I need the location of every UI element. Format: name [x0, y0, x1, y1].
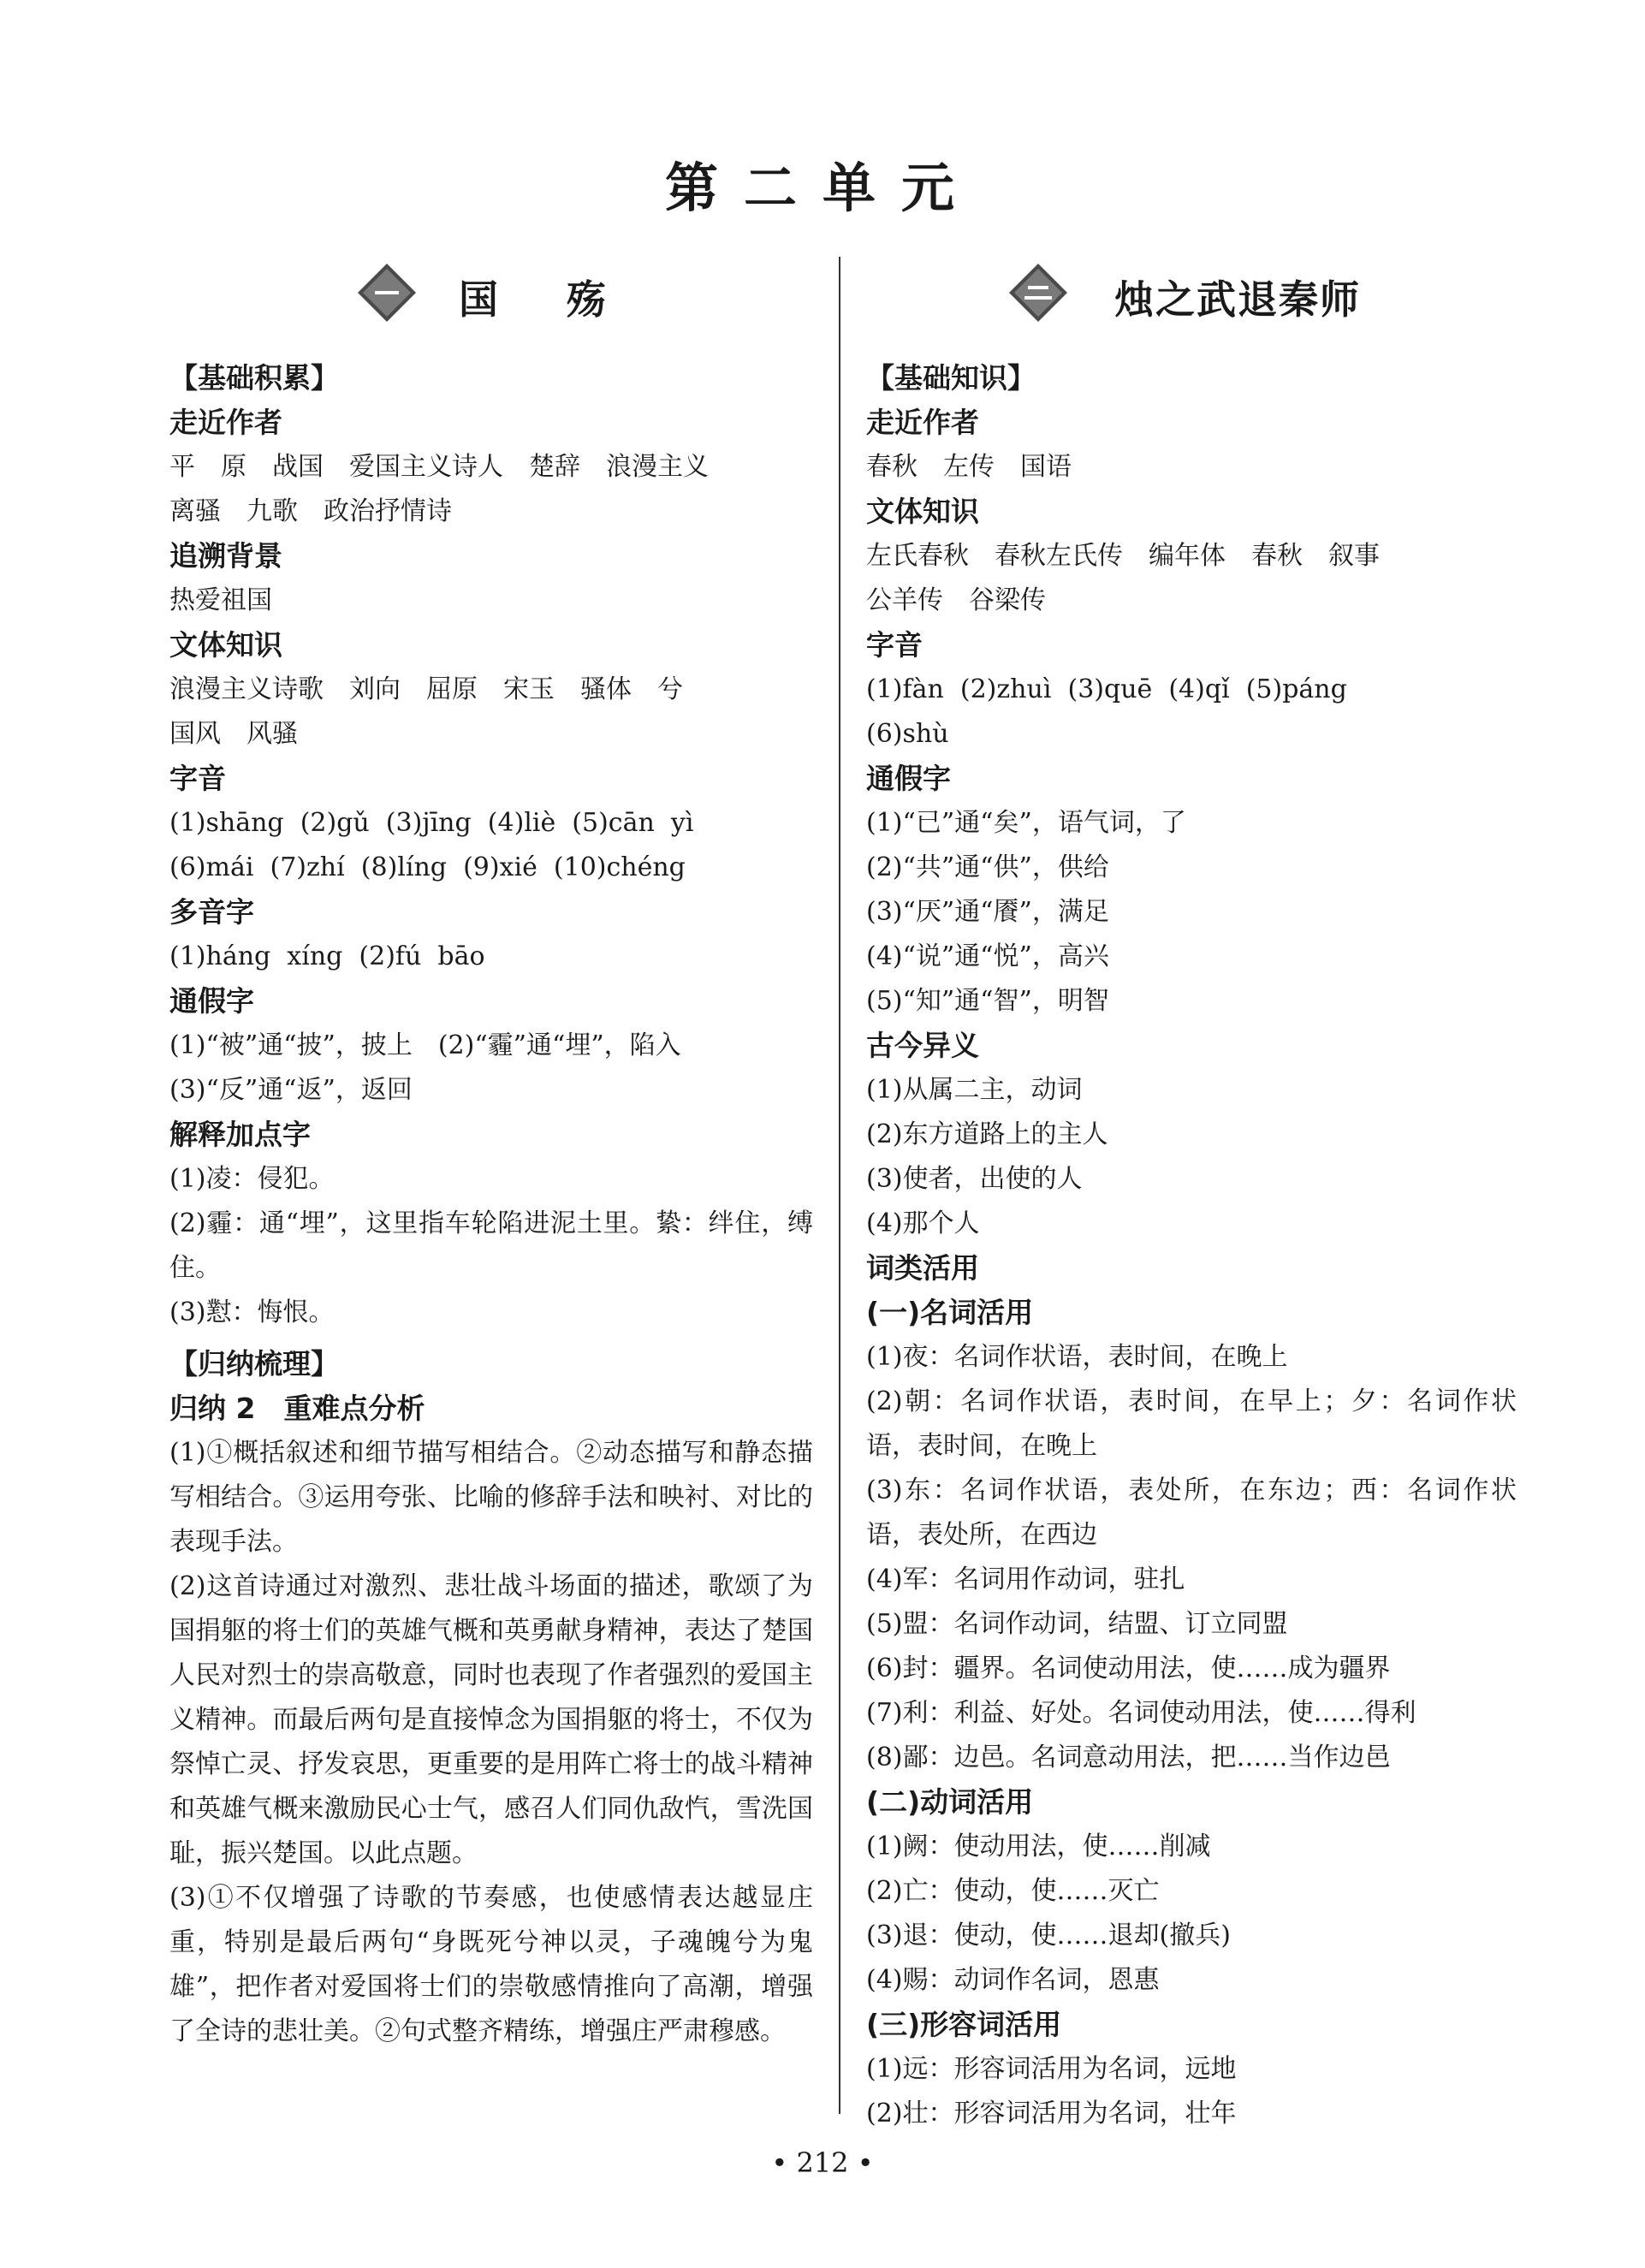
text-paragraph: (2)霾：通“埋”，这里指车轮陷进泥土里。絷：绊住，缚住。	[169, 1208, 813, 1283]
text-line: (4)军：名词用作动词，驻扎	[866, 1564, 1185, 1594]
text-line: (6)mái (7)zhí (8)líng (9)xié (10)chéng	[169, 852, 686, 882]
section-heading: (一)名词活用	[866, 1296, 1034, 1329]
section-bracket-heading: 【归纳梳理】	[169, 1347, 339, 1380]
page-number: • 212 •	[771, 2146, 874, 2179]
text-paragraph: (3)东：名词作状语，表处所，在东边；西：名词作状语，表处所，在西边	[866, 1475, 1517, 1550]
text-line: (3)退：使动，使……退却(撤兵)	[866, 1921, 1231, 1950]
text-line: (2)东方道路上的主人	[866, 1119, 1108, 1149]
lesson-heading	[866, 257, 1517, 335]
section-heading: 归纳 2 重难点分析	[169, 1392, 425, 1425]
text-line: (2)亡：使动，使……灭亡	[866, 1876, 1160, 1906]
section-heading: (二)动词活用	[866, 1785, 1034, 1819]
section-heading: 文体知识	[866, 495, 979, 528]
section-heading: 词类活用	[866, 1251, 979, 1285]
left-column	[169, 257, 813, 2054]
text-line: (1)fàn (2)zhuì (3)quē (4)qǐ (5)páng	[866, 674, 1347, 704]
text-line: (2)壮：形容词活用为名词，壮年	[866, 2099, 1237, 2128]
text-line: (1)凌：侵犯。	[169, 1164, 335, 1194]
section-heading: 古今异义	[866, 1029, 979, 1062]
text-line: 浪漫主义诗歌 刘向 屈原 宋玉 骚体 兮	[169, 674, 683, 704]
text-line: (1)“已”通“矣”，语气词，了	[866, 808, 1186, 838]
right-content	[866, 356, 1517, 2136]
lesson-title: 国殇	[459, 276, 674, 323]
text-paragraph: (1)①概括叙述和细节描写相结合。②动态描写和静态描写相结合。③运用夸张、比喻的修辞手法和映衬、对比的表现手法。	[169, 1438, 813, 1557]
text-line: (1)阙：使动用法，使……削减	[866, 1832, 1211, 1861]
text-line: (1)háng xíng (2)fú bāo	[169, 941, 485, 971]
text-paragraph: (2)朝：名词作状语，表时间，在早上；夕：名词作状语，表时间，在晚上	[866, 1386, 1517, 1461]
text-line: (8)鄙：边邑。名词意动用法，把……当作边邑	[866, 1743, 1391, 1772]
text-line: (3)使者，出使的人	[866, 1164, 1083, 1194]
text-line: (4)那个人	[866, 1208, 980, 1238]
text-paragraph: (3)①不仅增强了诗歌的节奏感，也使感情表达越显庄重，特别是最后两句“身既死兮神以灵，子魂魄兮为鬼雄”，把作者对爱国将士们的崇敬感情推向了高潮，增强了全诗的悲壮美。②句式整齐精练，增强庄严肃穆感。	[169, 1883, 813, 2046]
section-heading: 文体知识	[169, 628, 282, 662]
text-line: (7)利：利益、好处。名词使动用法，使……得利	[866, 1698, 1416, 1728]
section-heading: 走近作者	[169, 406, 282, 439]
text-line: 公羊传 谷梁传	[866, 585, 1046, 615]
text-line: (1)shāng (2)gǔ (3)jīng (4)liè (5)cān yì	[169, 808, 694, 838]
left-content	[169, 356, 813, 2054]
section-bracket-heading: 【基础积累】	[169, 361, 339, 395]
section-heading: 追溯背景	[169, 539, 282, 573]
section-heading: 解释加点字	[169, 1118, 311, 1151]
section-heading: 字音	[169, 762, 226, 795]
text-line: (3)懟：悔恨。	[169, 1297, 335, 1327]
text-line: 国风 风骚	[169, 719, 298, 749]
text-line: (4)“说”通“悦”，高兴	[866, 941, 1109, 971]
text-line: (1)“被”通“披”，披上 (2)“霾”通“埋”，陷入	[169, 1030, 681, 1060]
text-line: 春秋 左传 国语	[866, 452, 1072, 482]
text-line: (1)从属二主，动词	[866, 1075, 1083, 1105]
text-line: (5)盟：名词作动词，结盟、订立同盟	[866, 1609, 1288, 1639]
section-heading: (三)形容词活用	[866, 2008, 1062, 2041]
unit-title: 第二单元	[664, 157, 980, 219]
text-line: (5)“知”通“智”，明智	[866, 986, 1109, 1016]
text-line: (1)远：形容词活用为名词，远地	[866, 2054, 1237, 2084]
section-heading: 通假字	[169, 984, 254, 1018]
diamond-number-2-icon	[1007, 262, 1069, 324]
lesson-title: 烛之武退秦师	[1114, 276, 1361, 323]
text-line: (2)“共”通“供”，供给	[866, 852, 1109, 882]
text-line: 热爱祖国	[169, 585, 272, 615]
text-line: 离骚 九歌 政治抒情诗	[169, 496, 452, 526]
section-heading: 走近作者	[866, 406, 979, 439]
text-line: 左氏春秋 春秋左氏传 编年体 春秋 叙事	[866, 541, 1380, 571]
diamond-number-1-icon	[356, 262, 418, 324]
section-heading: 多音字	[169, 895, 254, 929]
text-line: (1)夜：名词作状语，表时间，在晚上	[866, 1342, 1288, 1372]
text-line: (6)shù	[866, 719, 949, 749]
text-paragraph: (2)这首诗通过对激烈、悲壮战斗场面的描述，歌颂了为国捐躯的将士们的英雄气概和英勇献身精神，表达了楚国人民对烈士的崇高敬意，同时也表现了作者强烈的爱国主义精神。而最后两句是直接悼念为国捐躯的将士，不仅为祭悼亡灵、抒发哀思，更重要的是用阵亡将士的战斗精神和英雄气概来激励民心士气，感召人们同仇敌忾，雪洗国耻，振兴楚国。以此点题。	[169, 1571, 813, 1868]
section-heading: 通假字	[866, 762, 951, 795]
text-line: (4)赐：动词作名词，恩惠	[866, 1965, 1160, 1995]
column-divider	[839, 257, 840, 2114]
section-heading: 字音	[866, 628, 923, 662]
text-line: (3)“厌”通“餍”，满足	[866, 897, 1109, 927]
text-line: 平 原 战国 爱国主义诗人 楚辞 浪漫主义	[169, 452, 709, 482]
right-column	[866, 257, 1517, 2136]
text-line: (3)“反”通“返”，返回	[169, 1075, 413, 1105]
lesson-heading	[169, 257, 813, 335]
text-line: (6)封：疆界。名词使动用法，使……成为疆界	[866, 1654, 1391, 1683]
section-bracket-heading: 【基础知识】	[866, 361, 1036, 395]
